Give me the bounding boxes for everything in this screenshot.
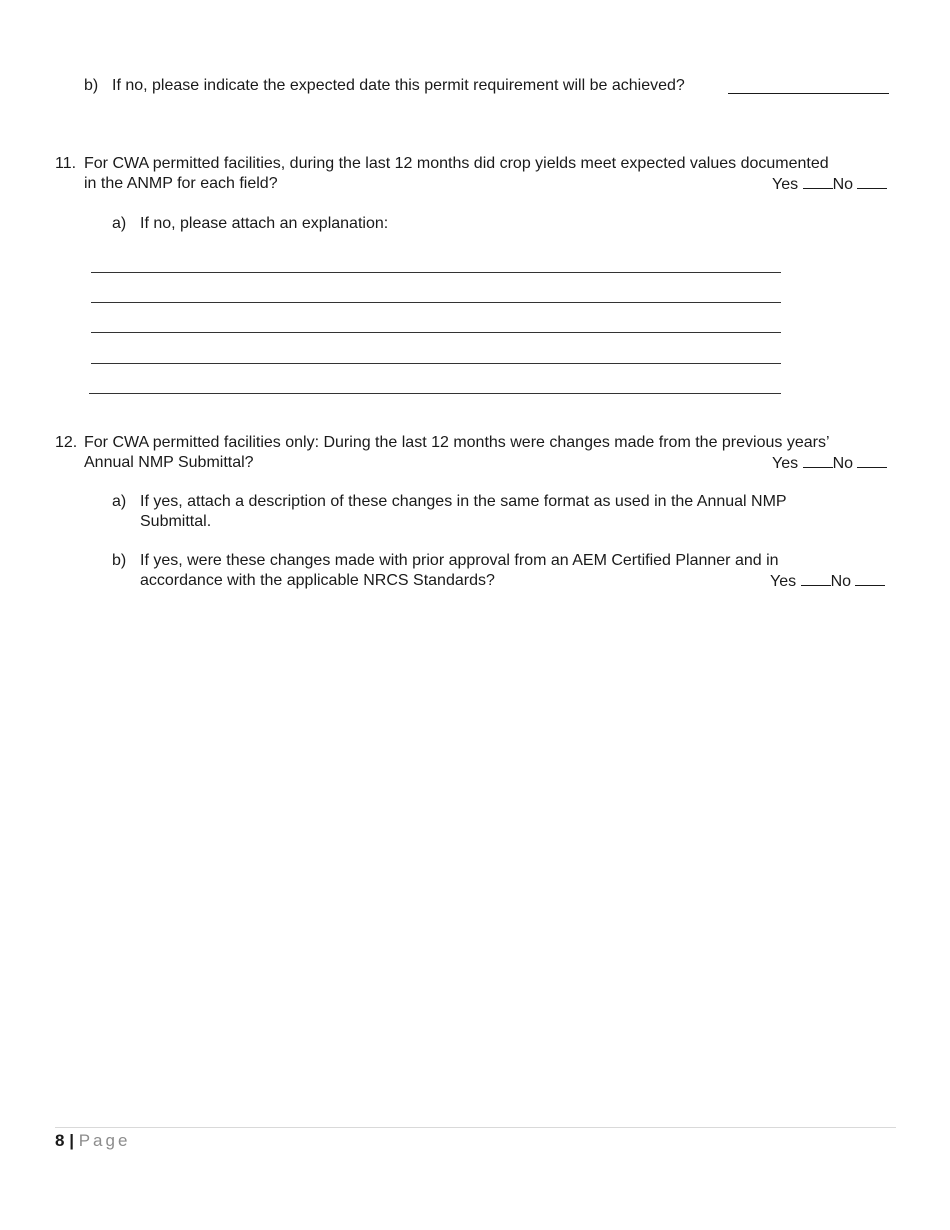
q11-yes-no [772,174,887,195]
page-footer [55,1131,130,1151]
q12-no-label: No [832,455,854,472]
q12b-no-blank[interactable] [855,571,885,586]
explanation-line-5[interactable] [89,393,781,394]
q12-line2: Annual NMP Submittal? [84,454,254,471]
q11-yes-label: Yes [772,176,799,193]
q10b-marker: b) [84,77,99,94]
q10b-question: If no, please indicate the expected date this permit requirement will be achieved? [112,77,685,94]
page-word: Page [78,1131,131,1150]
q12a-line2: Submittal. [140,513,212,530]
q11-number: 11. [55,155,77,172]
q12b-no-label: No [830,573,852,590]
q12b-yes-no [770,571,885,592]
q12b-line2: accordance with the applicable NRCS Standards? [140,572,495,589]
q11-yes-blank[interactable] [803,174,833,189]
q12-no-blank[interactable] [857,453,887,468]
q12a-marker: a) [112,493,127,510]
q12-yes-no [772,453,887,474]
q12b-line1: If yes, were these changes made with prior approval from an AEM Certified Planner and in [140,552,779,569]
explanation-line-1[interactable] [91,272,781,273]
explanation-line-4[interactable] [91,363,781,364]
q12-yes-label: Yes [772,455,799,472]
footer-divider [55,1127,896,1128]
q11-line2: in the ANMP for each field? [84,175,278,192]
q11-no-blank[interactable] [857,174,887,189]
q11a-text: If no, please attach an explanation: [140,215,389,232]
q12-yes-blank[interactable] [803,453,833,468]
page-number: 8 [55,1131,65,1150]
q11a-marker: a) [112,215,127,232]
explanation-line-3[interactable] [91,332,781,333]
q11-line1: For CWA permitted facilities, during the last 12 months did crop yields meet expected values documented [84,155,829,172]
q10b-text [112,76,685,96]
q11-no-label: No [832,176,854,193]
q12-number: 12. [55,434,78,451]
footer-separator: | [69,1131,74,1150]
q12-line1: For CWA permitted facilities only: During the last 12 months were changes made from the previous years’ [84,434,830,451]
q12b-marker: b) [112,552,127,569]
explanation-line-2[interactable] [91,302,781,303]
q10b-date-field[interactable] [728,79,889,94]
q12b-yes-label: Yes [770,573,797,590]
q12a-line1: If yes, attach a description of these changes in the same format as used in the Annual NMP [140,493,787,510]
q12b-yes-blank[interactable] [801,571,831,586]
